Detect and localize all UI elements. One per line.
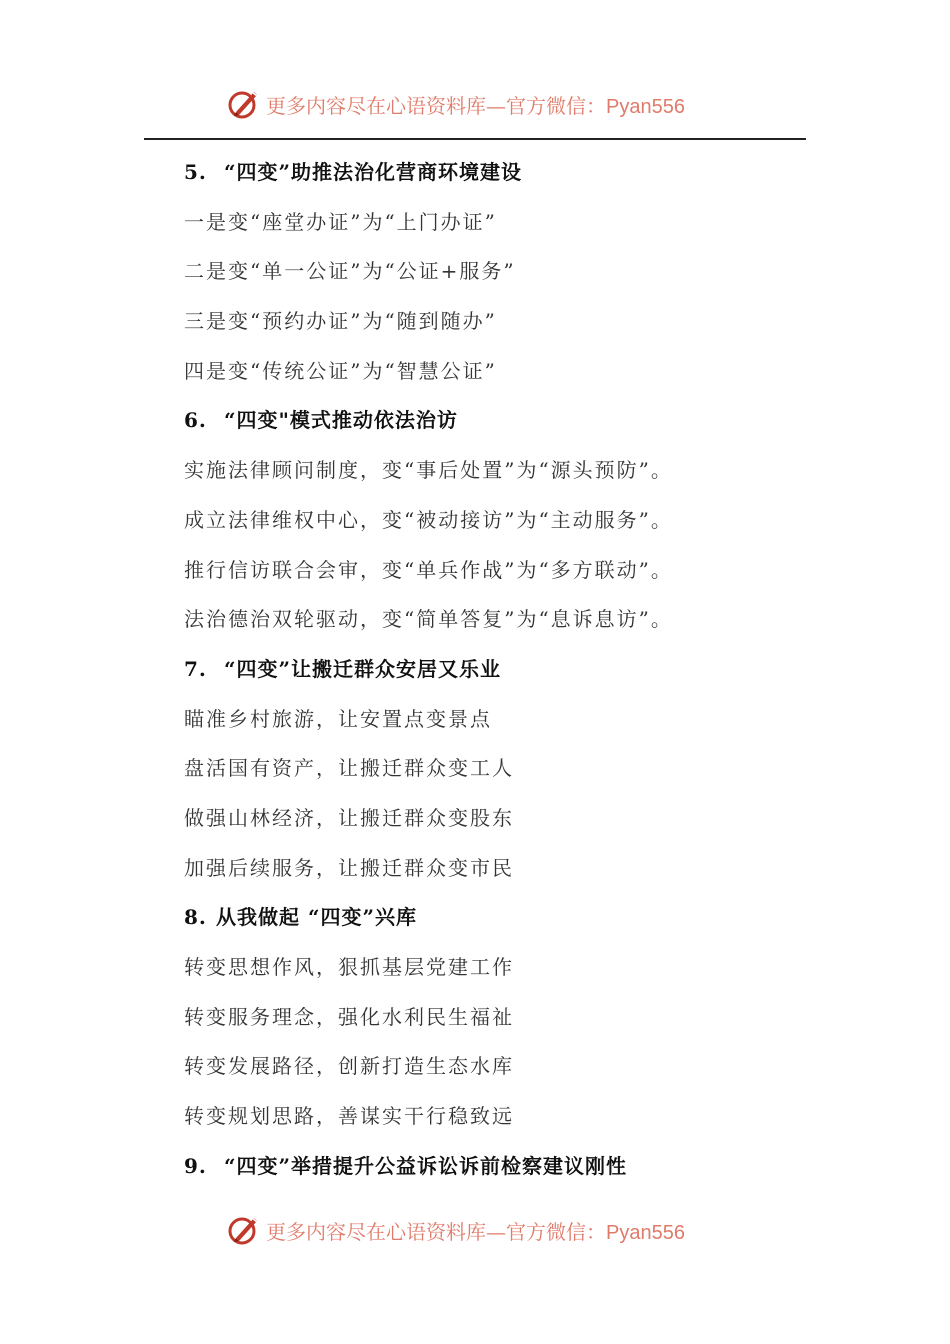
banner-text: 更多内容尽在心语资料库—官方微信：Pyan556 [266, 93, 685, 118]
header-divider [144, 138, 806, 140]
list-item: 加强后续服务，让搬迁群众变市民 [184, 855, 514, 880]
pen-logo-icon [226, 1212, 262, 1248]
list-item: 实施法律顾问制度，变“事后处置”为“源头预防”。 [184, 458, 673, 483]
list-item: 转变发展路径，创新打造生态水库 [184, 1054, 514, 1079]
section-heading: 5. “四变”助推法治化营商环境建设 [184, 160, 523, 184]
section-heading: 7. “四变”让搬迁群众安居又乐业 [184, 656, 502, 681]
list-item: 四是变“传统公证”为“智慧公证” [184, 358, 497, 383]
list-item: 一是变“座堂办证”为“上门办证” [184, 209, 497, 234]
section-heading: 6. “四变"模式推动依法治访 [184, 408, 458, 433]
list-item: 推行信访联合会审，变“单兵作战”为“多方联动”。 [184, 557, 673, 582]
footer-banner [226, 1212, 685, 1248]
list-item: 二是变“单一公证”为“公证+服务” [184, 259, 516, 284]
document-body [184, 148, 804, 1191]
pen-logo-icon [226, 86, 262, 122]
list-item: 法治德治双轮驱动，变“简单答复”为“息诉息访”。 [184, 607, 673, 632]
list-item: 三是变“预约办证”为“随到随办” [184, 309, 497, 334]
list-item: 转变规划思路，善谋实干行稳致远 [184, 1104, 514, 1129]
list-item: 做强山林经济，让搬迁群众变股东 [184, 805, 514, 830]
banner-text: 更多内容尽在心语资料库—官方微信：Pyan556 [266, 1219, 685, 1244]
list-item: 转变思想作风，狠抓基层党建工作 [184, 955, 514, 979]
section-heading: 8. 从我做起 “四变”兴库 [184, 905, 417, 930]
header-banner [226, 86, 685, 122]
list-item: 瞄准乡村旅游，让安置点变景点 [184, 706, 492, 731]
section-heading: 9. “四变”举措提升公益诉讼诉前检察建议刚性 [184, 1153, 628, 1178]
list-item: 盘活国有资产，让搬迁群众变工人 [184, 756, 514, 781]
list-item: 转变服务理念，强化水利民生福祉 [184, 1004, 514, 1029]
list-item: 成立法律维权中心，变“被动接访”为“主动服务”。 [184, 507, 673, 532]
